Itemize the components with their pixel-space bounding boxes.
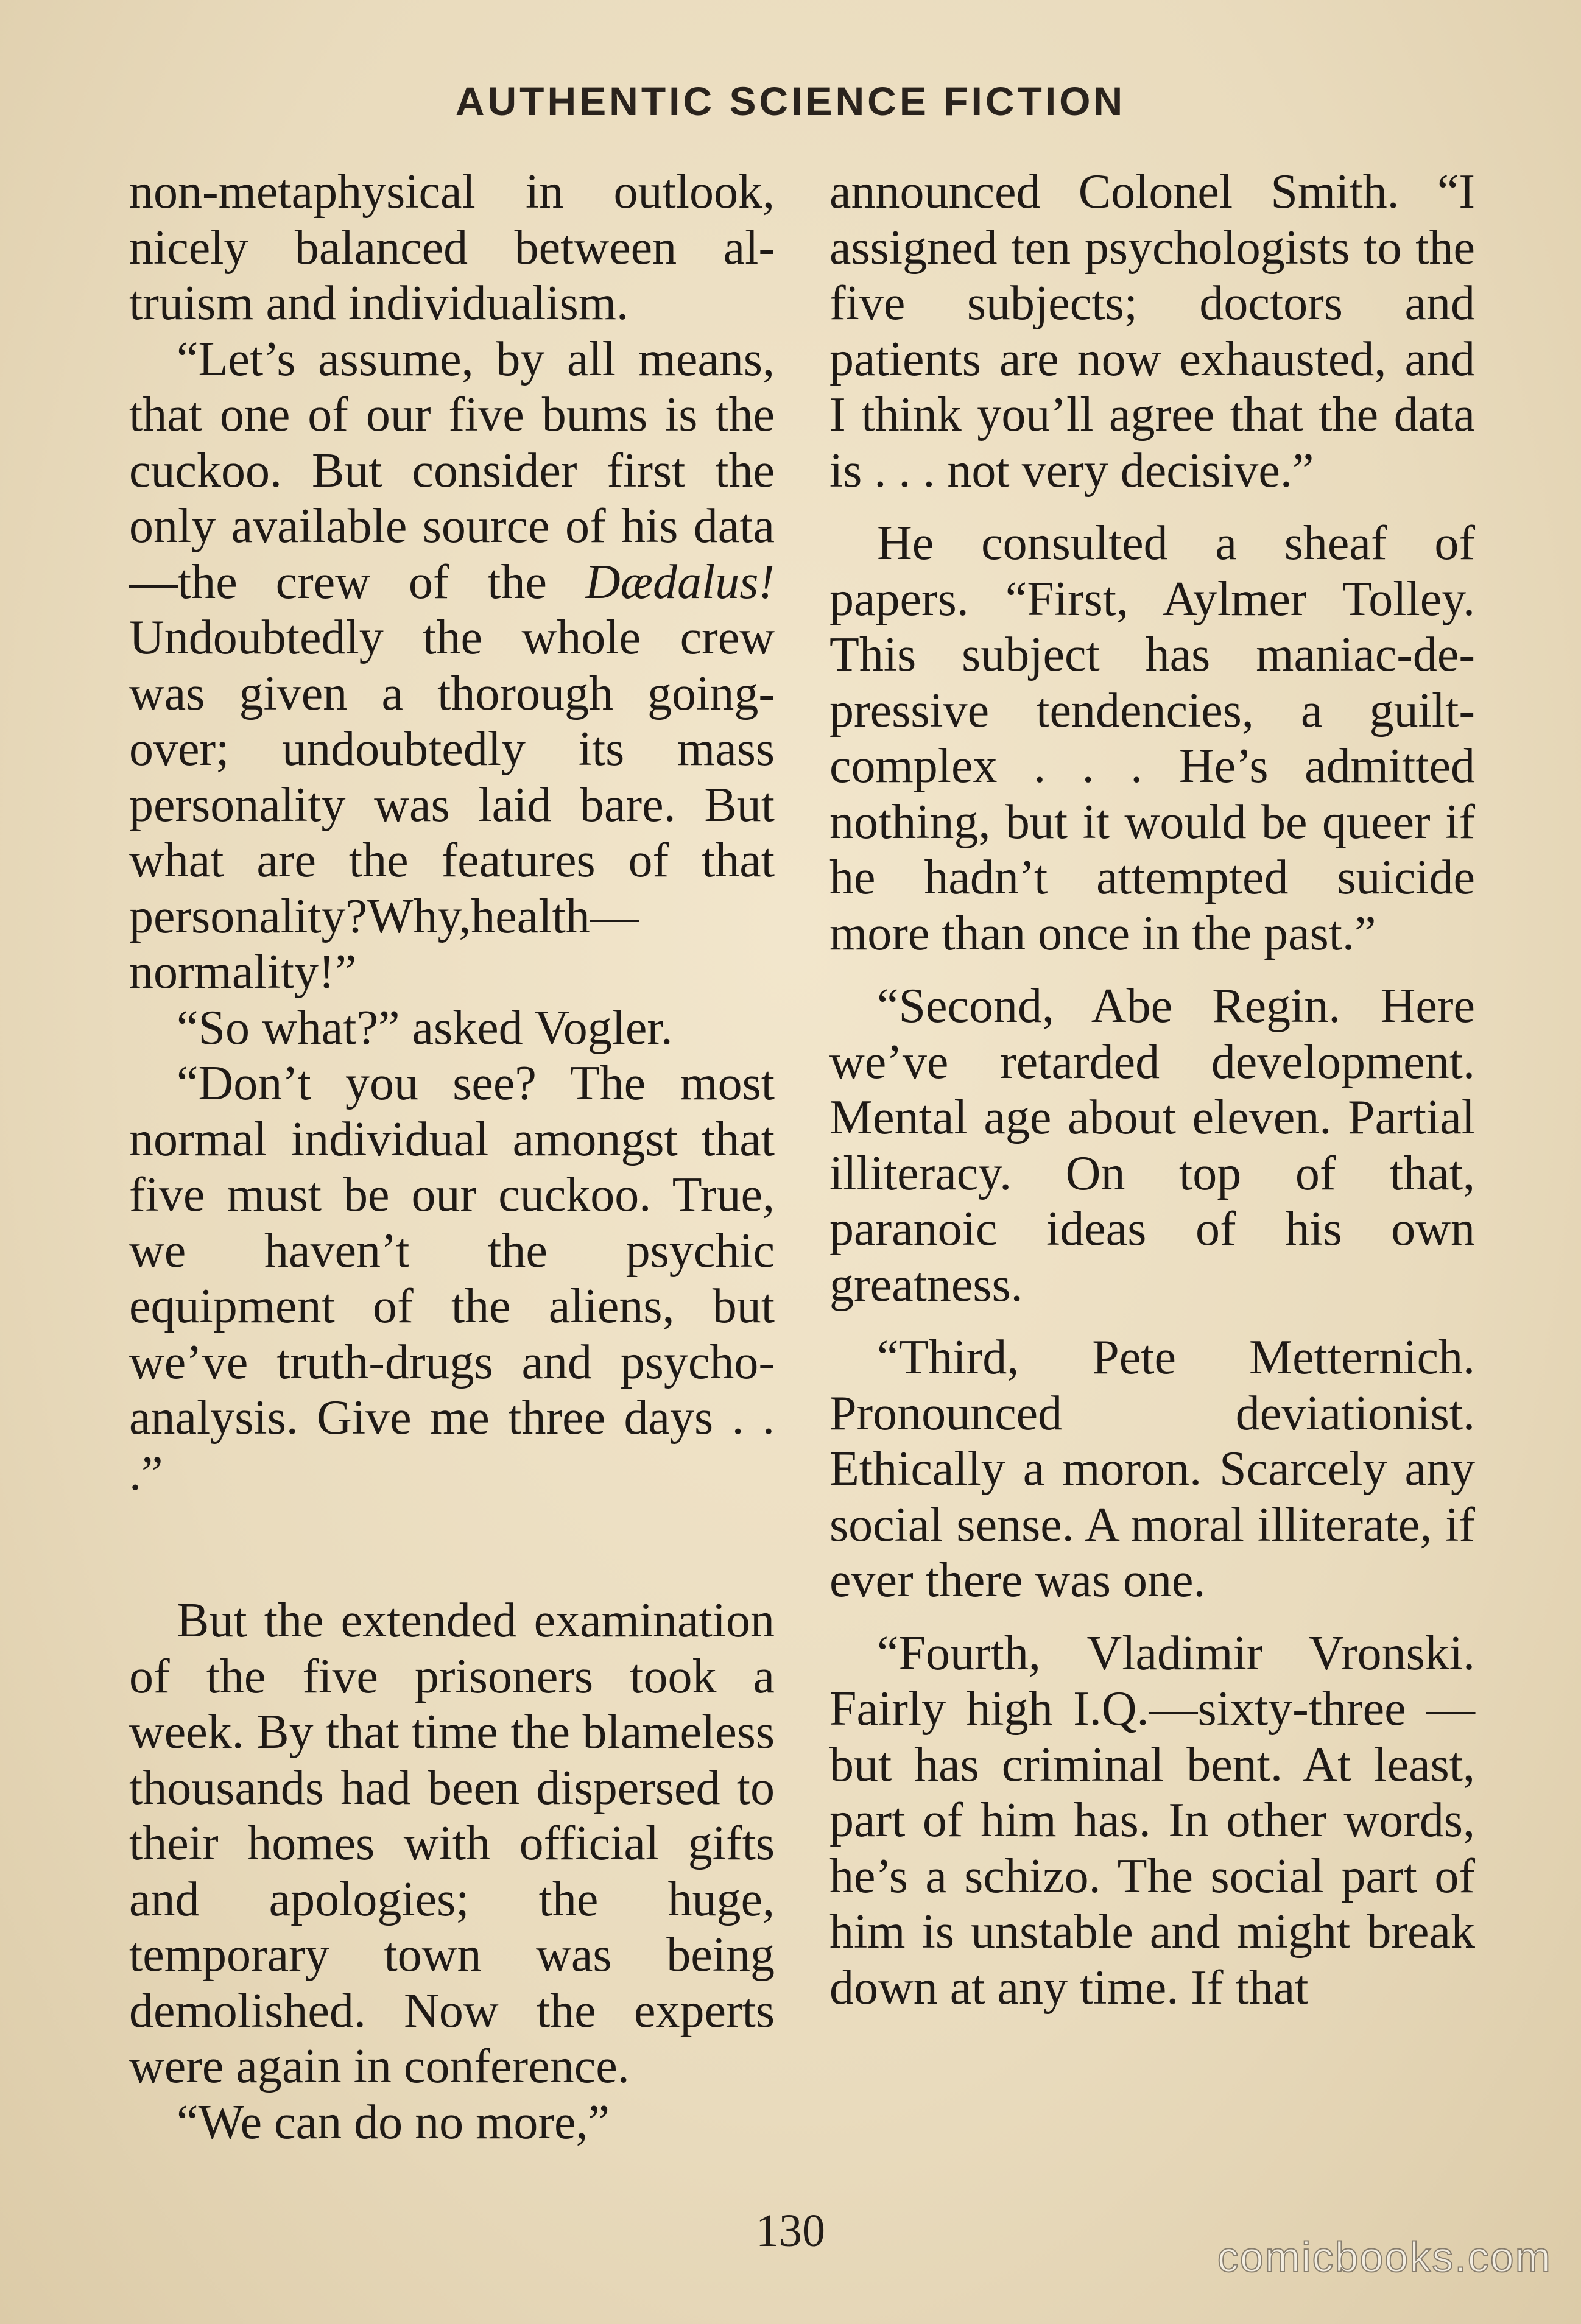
left-column	[129, 164, 775, 2150]
paragraph	[129, 332, 775, 1001]
site-watermark: comicbooks.com	[1217, 2233, 1552, 2281]
paragraph: But the extended examination of the five prisoners took a week. By that time the blameless thousands had been dispersed to their homes with official gifts and apologies; the huge, temporary town was being demolished. Now the experts were again in conference.	[129, 1594, 775, 2093]
paragraph: non-metaphysical in outlook, nicely balanced between altruism and individualism.	[129, 165, 775, 330]
running-head: AUTHENTIC SCIENCE FICTION	[455, 79, 1126, 124]
paragraph: “Fourth, Vladimir Vronski. Fairly high I.Q.—sixty-three —but has criminal bent. At least, part of him has. In other words, he’s a schizo. The social part of him is unstable and might break down at any time. If that	[829, 1626, 1475, 2015]
paragraph: “We can do no more,”	[177, 2095, 610, 2149]
paragraph: “So what?” asked Vogler.	[177, 1001, 673, 1055]
ship-name: Dædalus!	[585, 555, 775, 609]
paragraph: “Third, Pete Metternich. Pronounced deviationist. Ethically a moron. Scarcely any social sense. A moral illiterate, if ever there was one.	[829, 1331, 1475, 1607]
paragraph: He consulted a sheaf of papers. “First, Aylmer Tolley. This subject has maniac-depressive tendencies, a guilt-complex . . . He’s admitted nothing, but it would be queer if he hadn’t attempted suicide more than once in the past.”	[829, 516, 1475, 960]
paragraph: “Don’t you see? The most normal individual amongst that five must be our cuckoo. True, we haven’t the psychic equipment of the aliens, but we’ve truth-drugs and psychoanalysis. Give me three days . . .”	[129, 1057, 775, 1501]
right-column	[829, 164, 1475, 2016]
paragraph: announced Colonel Smith. “I assigned ten psychologists to the five subjects; doctors and patients are now exhausted, and I think you’ll agree that the data is . . . not very decisive.”	[829, 165, 1475, 498]
paragraph-text: “Let’s assume, by all means, that one of our five bums is the cuckoo. But consider first the only available source of his data—the crew of the	[129, 332, 775, 609]
paragraph: “Second, Abe Regin. Here we’ve retarded development. Mental age about eleven. Partial illiteracy. On top of that, paranoic ideas of his own greatness.	[829, 979, 1475, 1312]
paragraph-text: Undoubtedly the whole crew was given a thorough going-over; undoubtedly its mass personality was laid bare. But what are the features of that personality?Why,health—normality!”	[129, 611, 775, 999]
page-number: 130	[756, 2205, 825, 2256]
